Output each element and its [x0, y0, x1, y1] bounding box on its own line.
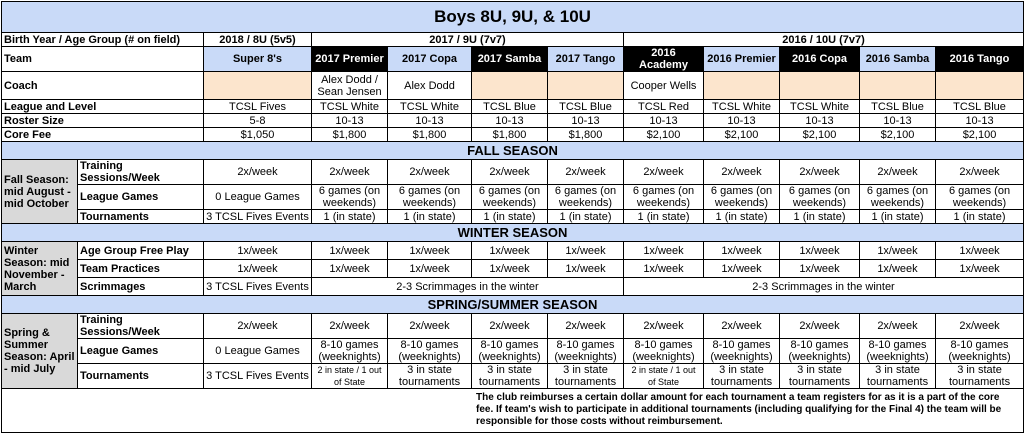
spring-training-cell: 2x/week	[548, 314, 624, 339]
coach-cell	[704, 72, 780, 100]
spring-league-cell: 8-10 games (weeknights)	[936, 339, 1024, 364]
coach-cell	[780, 72, 860, 100]
fall-training-cell: 2x/week	[936, 160, 1024, 185]
team-2016-tango: 2016 Tango	[936, 47, 1024, 72]
fall-tournaments-row	[2, 210, 1024, 224]
fall-training-cell: 2x/week	[780, 160, 860, 185]
winter-freeplay-cell: 1x/week	[548, 242, 624, 260]
league-cell: TCSL Blue	[936, 100, 1024, 114]
winter-practice-cell: 1x/week	[780, 260, 860, 278]
winter-practice-cell: 1x/week	[936, 260, 1024, 278]
fall-training-cell: 2x/week	[472, 160, 548, 185]
fall-league-cell: 6 games (on weekends)	[936, 185, 1024, 210]
spring-training-cell: 2x/week	[204, 314, 312, 339]
fall-tournament-cell: 1 (in state)	[388, 210, 472, 224]
roster-cell: 5-8	[204, 114, 312, 128]
spring-tournament-cell: 2 in state / 1 out of State	[312, 364, 388, 389]
winter-practice-cell: 1x/week	[624, 260, 704, 278]
spring-league-cell: 8-10 games (weeknights)	[704, 339, 780, 364]
fall-tournament-cell: 1 (in state)	[860, 210, 936, 224]
age-group-10u: 2016 / 10U (7v7)	[624, 33, 1024, 47]
fall-tournament-cell: 1 (in state)	[936, 210, 1024, 224]
fall-training-cell: 2x/week	[548, 160, 624, 185]
fall-tournament-cell: 1 (in state)	[704, 210, 780, 224]
winter-freeplay-cell: 1x/week	[388, 242, 472, 260]
fall-league-cell: 0 League Games	[204, 185, 312, 210]
winter-practices-label: Team Practices	[78, 260, 204, 278]
spring-league-cell: 8-10 games (weeknights)	[312, 339, 388, 364]
roster-cell: 10-13	[936, 114, 1024, 128]
fall-season-heading: FALL SEASON	[2, 142, 1024, 160]
winter-scrimmage-cell-10u: 2-3 Scrimmages in the winter	[624, 278, 1024, 296]
team-super-8s: Super 8's	[204, 47, 312, 72]
team-2017-premier: 2017 Premier	[312, 47, 388, 72]
spring-league-cell: 8-10 games (weeknights)	[472, 339, 548, 364]
fall-season-label: Fall Season: mid August - mid October	[2, 160, 78, 224]
winter-freeplay-label: Age Group Free Play	[78, 242, 204, 260]
coach-cell	[548, 72, 624, 100]
fee-row	[2, 128, 1024, 142]
spring-league-cell: 8-10 games (weeknights)	[780, 339, 860, 364]
spring-league-row	[2, 339, 1024, 364]
league-cell: TCSL Blue	[472, 100, 548, 114]
note-row	[2, 389, 1024, 433]
spring-tournament-cell: 3 in state tournaments	[388, 364, 472, 389]
spring-training-label: Training Sessions/Week	[78, 314, 204, 339]
winter-freeplay-cell: 1x/week	[204, 242, 312, 260]
spring-tournament-cell: 3 in state tournaments	[548, 364, 624, 389]
spring-league-cell: 8-10 games (weeknights)	[860, 339, 936, 364]
spring-heading-row	[2, 296, 1024, 314]
fee-cell: $1,800	[548, 128, 624, 142]
spring-season-heading: SPRING/SUMMER SEASON	[2, 296, 1024, 314]
fee-cell: $2,100	[704, 128, 780, 142]
fall-training-cell: 2x/week	[624, 160, 704, 185]
team-2016-samba: 2016 Samba	[860, 47, 936, 72]
winter-practice-cell: 1x/week	[312, 260, 388, 278]
team-label: Team	[2, 47, 204, 72]
team-2016-copa: 2016 Copa	[780, 47, 860, 72]
fall-training-cell: 2x/week	[388, 160, 472, 185]
fall-training-cell: 2x/week	[704, 160, 780, 185]
fall-league-cell: 6 games (on weekends)	[860, 185, 936, 210]
fee-cell: $2,100	[936, 128, 1024, 142]
league-cell: TCSL Red	[624, 100, 704, 114]
winter-freeplay-cell: 1x/week	[624, 242, 704, 260]
spring-season-label: Spring & Summer Season: April - mid July	[2, 314, 78, 389]
fall-league-cell: 6 games (on weekends)	[388, 185, 472, 210]
fall-heading-row	[2, 142, 1024, 160]
roster-cell: 10-13	[704, 114, 780, 128]
winter-practice-cell: 1x/week	[860, 260, 936, 278]
fall-league-cell: 6 games (on weekends)	[548, 185, 624, 210]
roster-label: Roster Size	[2, 114, 204, 128]
winter-practice-cell: 1x/week	[704, 260, 780, 278]
fall-league-cell: 6 games (on weekends)	[780, 185, 860, 210]
winter-practice-cell: 1x/week	[388, 260, 472, 278]
winter-season-heading: WINTER SEASON	[2, 224, 1024, 242]
reimbursement-note-text: The club reimburses a certain dollar amount for each tournament a team registers for as it is a part of the core fee. If team's wish to participate in additional tournaments (including qualifying for the Final 4) the team will be responsible for those costs without reimbursement.	[476, 392, 1002, 427]
spring-training-cell: 2x/week	[704, 314, 780, 339]
coach-cell	[472, 72, 548, 100]
fall-tournament-cell: 1 (in state)	[312, 210, 388, 224]
league-label: League and Level	[2, 100, 204, 114]
fee-cell: $1,800	[312, 128, 388, 142]
fall-tournament-cell: 1 (in state)	[780, 210, 860, 224]
coach-label: Coach	[2, 72, 204, 100]
fee-cell: $1,800	[472, 128, 548, 142]
fall-tournament-cell: 3 TCSL Fives Events	[204, 210, 312, 224]
fall-tournament-cell: 1 (in state)	[548, 210, 624, 224]
team-2017-tango: 2017 Tango	[548, 47, 624, 72]
winter-scrimmages-row	[2, 278, 1024, 296]
spring-league-cell: 8-10 games (weeknights)	[548, 339, 624, 364]
team-2017-samba: 2017 Samba	[472, 47, 548, 72]
fall-tournaments-label: Tournaments	[78, 210, 204, 224]
league-row	[2, 100, 1024, 114]
spring-league-label: League Games	[78, 339, 204, 364]
fee-label: Core Fee	[2, 128, 204, 142]
coach-cell	[860, 72, 936, 100]
winter-freeplay-cell: 1x/week	[936, 242, 1024, 260]
winter-season-label: Winter Season: mid November - March	[2, 242, 78, 296]
winter-freeplay-cell: 1x/week	[780, 242, 860, 260]
fall-training-cell: 2x/week	[204, 160, 312, 185]
fall-league-cell: 6 games (on weekends)	[472, 185, 548, 210]
spring-league-cell: 0 League Games	[204, 339, 312, 364]
reimbursement-note	[2, 389, 1024, 433]
fee-cell: $1,050	[204, 128, 312, 142]
roster-cell: 10-13	[548, 114, 624, 128]
league-cell: TCSL White	[312, 100, 388, 114]
spring-training-cell: 2x/week	[388, 314, 472, 339]
age-group-9u: 2017 / 9U (7v7)	[312, 33, 624, 47]
coach-cell	[936, 72, 1024, 100]
fee-cell: $1,800	[388, 128, 472, 142]
birth-year-label: Birth Year / Age Group (# on field)	[2, 33, 204, 47]
fall-league-cell: 6 games (on weekends)	[704, 185, 780, 210]
spring-tournament-cell: 2 in state / 1 out of State	[624, 364, 704, 389]
team-2016-academy: 2016 Academy	[624, 47, 704, 72]
spring-training-cell: 2x/week	[472, 314, 548, 339]
coach-row	[2, 72, 1024, 100]
spring-training-cell: 2x/week	[312, 314, 388, 339]
spring-tournaments-row	[2, 364, 1024, 389]
spring-tournament-cell: 3 in state tournaments	[780, 364, 860, 389]
roster-row	[2, 114, 1024, 128]
fall-league-label: League Games	[78, 185, 204, 210]
spring-league-cell: 8-10 games (weeknights)	[388, 339, 472, 364]
fall-league-row	[2, 185, 1024, 210]
team-row	[2, 47, 1024, 72]
winter-scrimmage-cell: 3 TCSL Fives Events	[204, 278, 312, 296]
spring-tournament-cell: 3 in state tournaments	[860, 364, 936, 389]
roster-cell: 10-13	[388, 114, 472, 128]
fee-cell: $2,100	[624, 128, 704, 142]
roster-cell: 10-13	[780, 114, 860, 128]
spring-league-cell: 8-10 games (weeknights)	[624, 339, 704, 364]
page-title: Boys 8U, 9U, & 10U	[2, 2, 1024, 33]
roster-cell: 10-13	[472, 114, 548, 128]
age-group-8u: 2018 / 8U (5v5)	[204, 33, 312, 47]
roster-cell: 10-13	[312, 114, 388, 128]
league-cell: TCSL White	[780, 100, 860, 114]
winter-practice-cell: 1x/week	[548, 260, 624, 278]
title-row	[2, 2, 1024, 33]
coach-cell: Alex Dodd	[388, 72, 472, 100]
roster-cell: 10-13	[860, 114, 936, 128]
spring-tournaments-label: Tournaments	[78, 364, 204, 389]
age-group-row	[2, 33, 1024, 47]
winter-practice-cell: 1x/week	[204, 260, 312, 278]
winter-freeplay-cell: 1x/week	[312, 242, 388, 260]
winter-scrimmage-cell-9u: 2-3 Scrimmages in the winter	[312, 278, 624, 296]
schedule-table	[1, 1, 1024, 433]
fall-league-cell: 6 games (on weekends)	[624, 185, 704, 210]
winter-freeplay-cell: 1x/week	[860, 242, 936, 260]
spring-tournament-cell: 3 TCSL Fives Events	[204, 364, 312, 389]
winter-practices-row	[2, 260, 1024, 278]
winter-freeplay-row	[2, 242, 1024, 260]
team-2016-premier: 2016 Premier	[704, 47, 780, 72]
team-2017-copa: 2017 Copa	[388, 47, 472, 72]
spring-tournament-cell: 3 in state tournaments	[704, 364, 780, 389]
coach-cell	[204, 72, 312, 100]
league-cell: TCSL Fives	[204, 100, 312, 114]
fee-cell: $2,100	[780, 128, 860, 142]
fall-league-cell: 6 games (on weekends)	[312, 185, 388, 210]
fall-training-row	[2, 160, 1024, 185]
fall-training-cell: 2x/week	[312, 160, 388, 185]
coach-cell: Alex Dodd / Sean Jensen	[312, 72, 388, 100]
league-cell: TCSL Blue	[860, 100, 936, 114]
fall-training-label: Training Sessions/Week	[78, 160, 204, 185]
league-cell: TCSL White	[704, 100, 780, 114]
winter-freeplay-cell: 1x/week	[472, 242, 548, 260]
roster-cell: 10-13	[624, 114, 704, 128]
spring-training-row	[2, 314, 1024, 339]
fee-cell: $2,100	[860, 128, 936, 142]
fall-tournament-cell: 1 (in state)	[472, 210, 548, 224]
winter-heading-row	[2, 224, 1024, 242]
winter-practice-cell: 1x/week	[472, 260, 548, 278]
spring-training-cell: 2x/week	[936, 314, 1024, 339]
fall-tournament-cell: 1 (in state)	[624, 210, 704, 224]
league-cell: TCSL Blue	[548, 100, 624, 114]
league-cell: TCSL White	[388, 100, 472, 114]
spring-tournament-cell: 3 in state tournaments	[472, 364, 548, 389]
spring-training-cell: 2x/week	[780, 314, 860, 339]
spring-training-cell: 2x/week	[624, 314, 704, 339]
winter-freeplay-cell: 1x/week	[704, 242, 780, 260]
winter-scrimmages-label: Scrimmages	[78, 278, 204, 296]
spring-tournament-cell: 3 in state tournaments	[936, 364, 1024, 389]
coach-cell: Cooper Wells	[624, 72, 704, 100]
spring-training-cell: 2x/week	[860, 314, 936, 339]
fall-training-cell: 2x/week	[860, 160, 936, 185]
